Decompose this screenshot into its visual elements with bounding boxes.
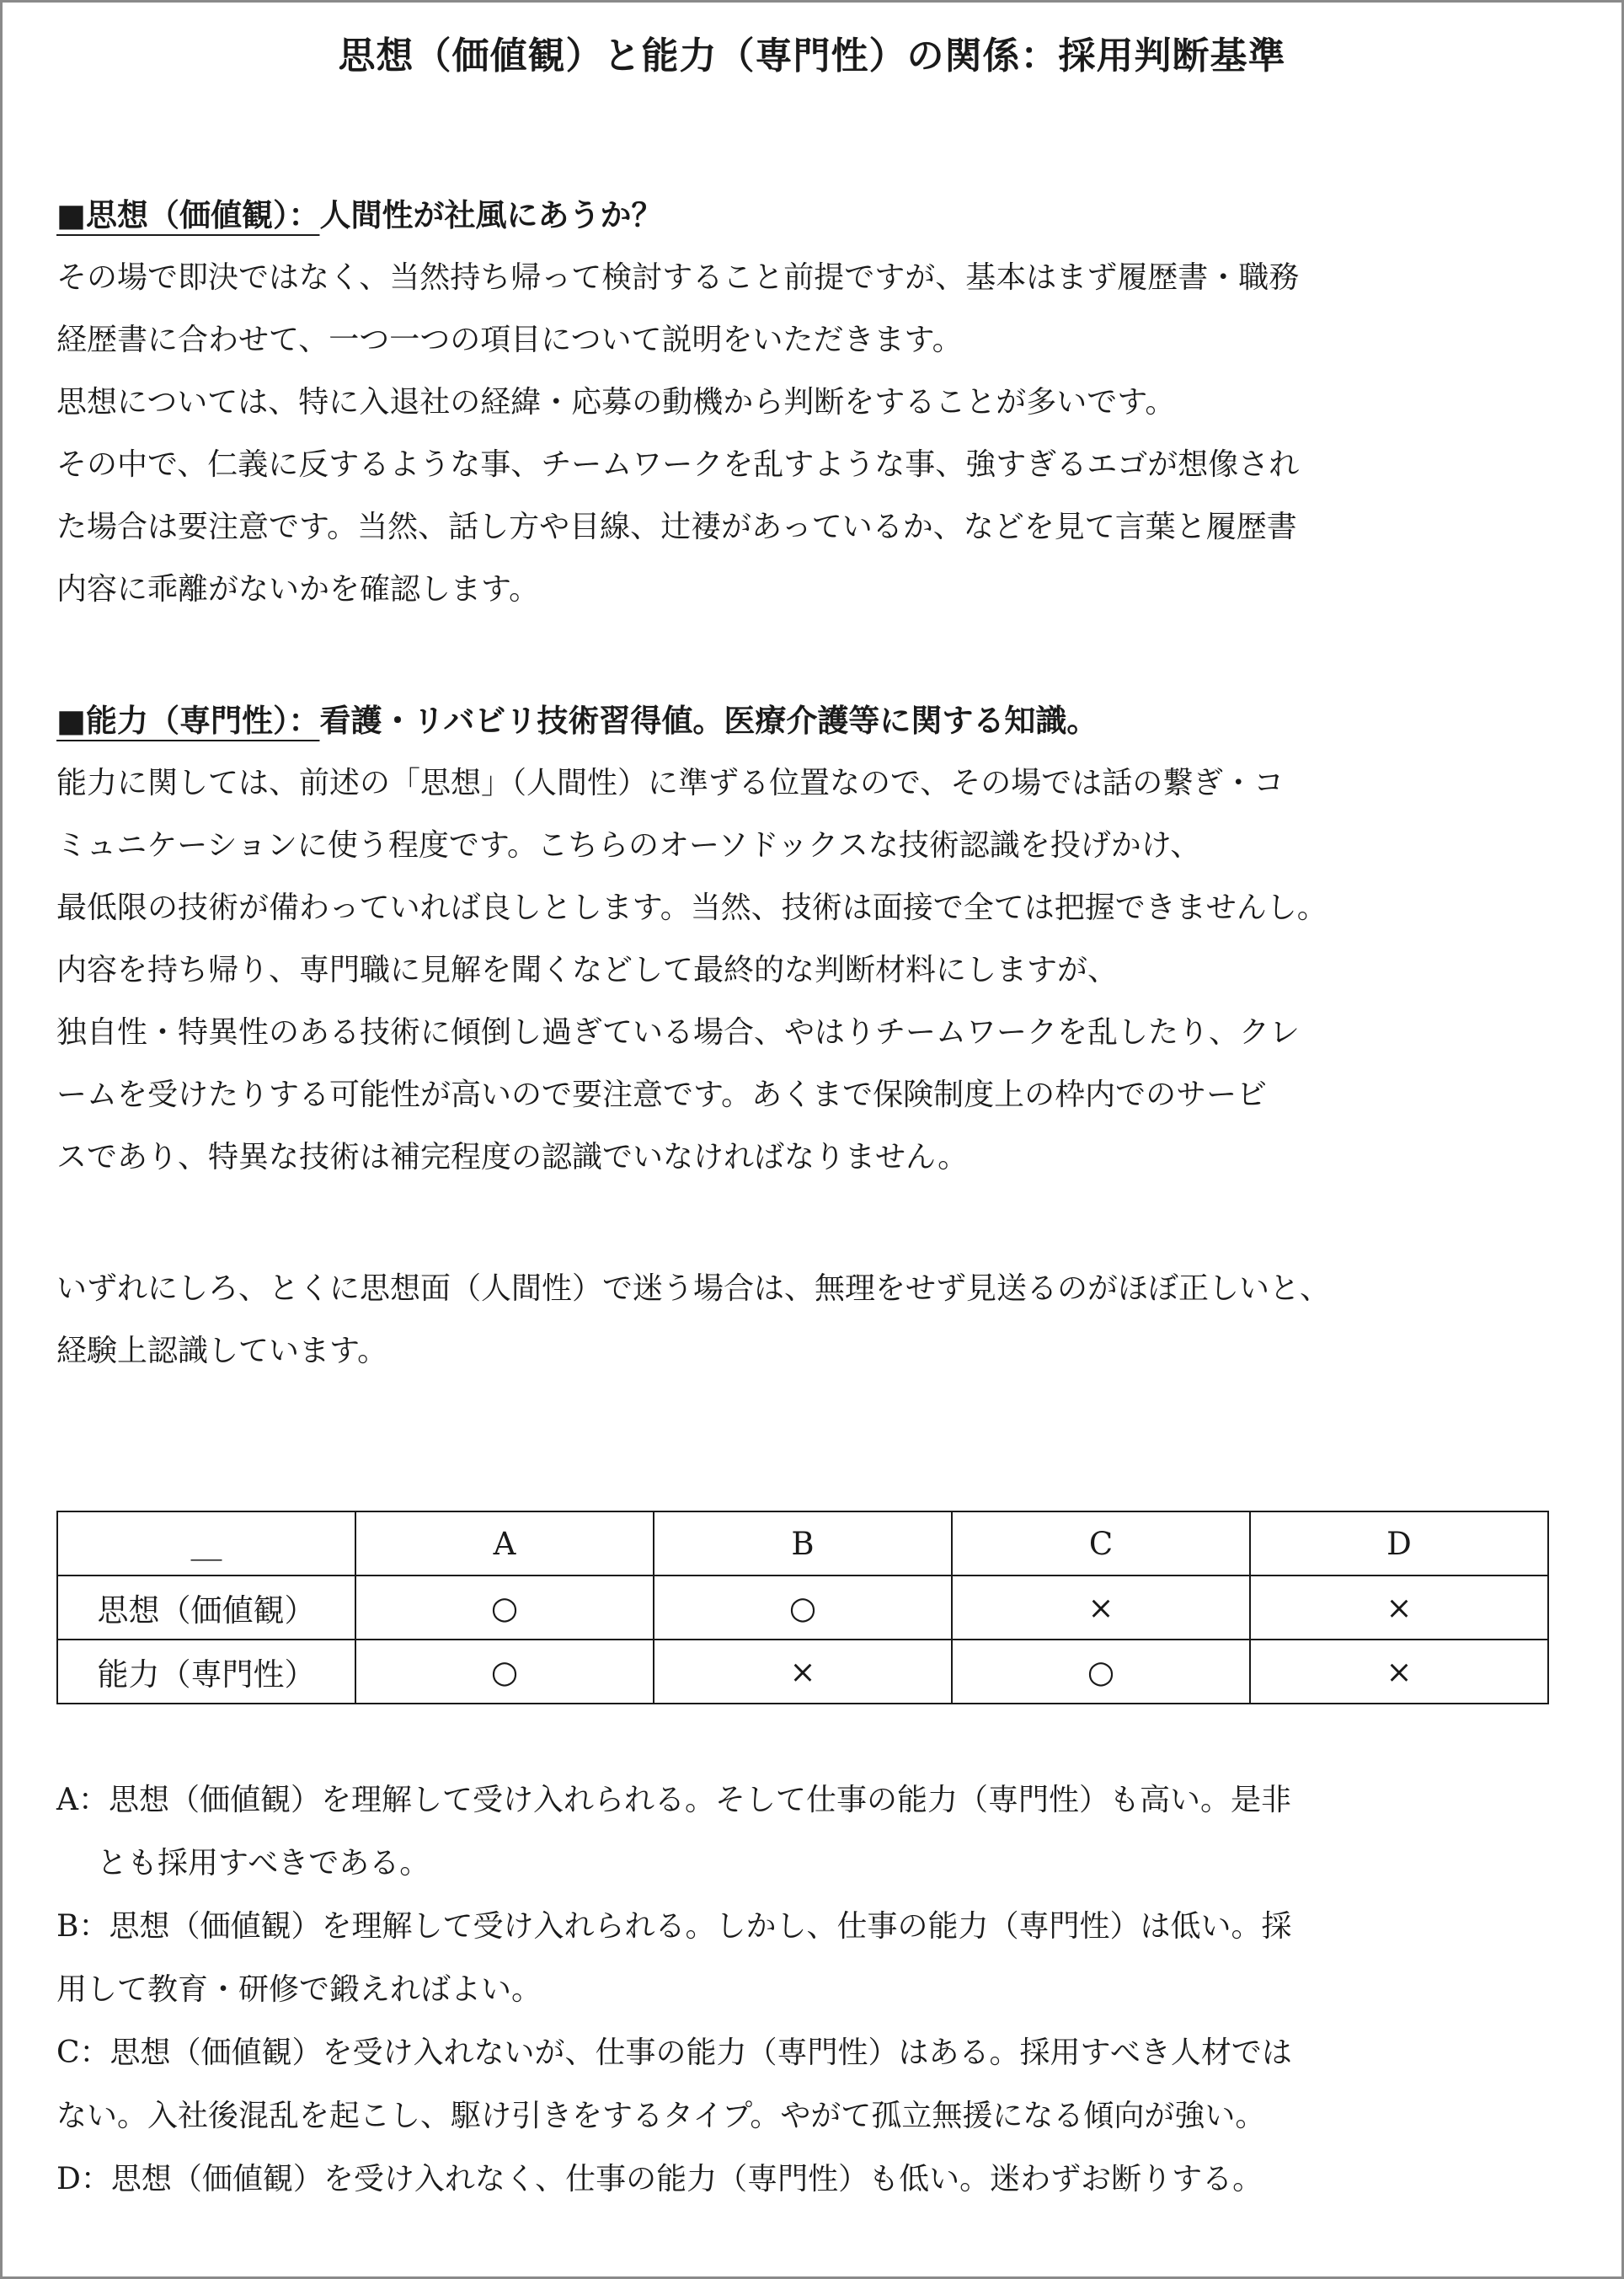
paragraph-line: その場で即決ではなく、当然持ち帰って検討すること前提ですが、基本はまず履歴書・職務 — [56, 260, 1300, 295]
table-row-header: 能力（専門性） — [57, 1640, 355, 1704]
definition-line: D：思想（価値観）を受け入れなく、仕事の能力（専門性）も低い。迷わずお断りする。 — [56, 2162, 1263, 2196]
paragraph-line: 経歴書に合わせて、一つ一つの項目について説明をいただきます。 — [56, 323, 963, 357]
category-definitions — [56, 1768, 1581, 2211]
paragraph-line: ームを受けたりする可能性が高いので要注意です。あくまで保険制度上の枠内でのサービ — [56, 1078, 1268, 1112]
table-cell: ○ — [654, 1576, 952, 1640]
section-body-values — [56, 247, 1581, 621]
table-column-header: C — [952, 1511, 1250, 1576]
conclusion-paragraph — [56, 1258, 1581, 1383]
table-row — [57, 1640, 1548, 1704]
definition-line: A：思想（価値観）を理解して受け入れられる。そして仕事の能力（専門性）も高い。是非 — [56, 1783, 1291, 1817]
paragraph-line: 思想については、特に入退社の経緯・応募の動機から判断をすることが多いです。 — [56, 385, 1176, 420]
paragraph-line: 能力に関しては、前述の「思想」（人間性）に準ずる位置なので、その場では話の繋ぎ・コ — [56, 766, 1285, 800]
table-cell: ○ — [952, 1640, 1250, 1704]
evaluation-table — [56, 1511, 1549, 1704]
paragraph-line: 経験上認識しています。 — [56, 1334, 388, 1368]
definition-line: とも採用すべきである。 — [97, 1846, 430, 1880]
table-cell: ○ — [355, 1576, 654, 1640]
section-heading-text: 看護・リバビリ技術習得値。医療介護等に関する知識。 — [319, 703, 1098, 739]
definition-line: 用して教育・研修で鍛えればよい。 — [56, 1972, 542, 2007]
table-corner-cell: ＿ — [57, 1511, 355, 1576]
table-header-row — [57, 1511, 1548, 1576]
table-column-header: D — [1250, 1511, 1548, 1576]
table-cell: × — [952, 1576, 1250, 1640]
table-cell: × — [1250, 1640, 1548, 1704]
table-column-header: B — [654, 1511, 952, 1576]
table-cell: × — [654, 1640, 952, 1704]
table-cell: ○ — [355, 1640, 654, 1704]
paragraph-line: 独自性・特異性のある技術に傾倒し過ぎている場合、やはりチームワークを乱したり、クレ — [56, 1015, 1301, 1050]
definition-line: C：思想（価値観）を受け入れないが、仕事の能力（専門性）はある。採用すべき人材では — [56, 2036, 1292, 2070]
section-heading-lead: ■思想（価値観）： — [56, 197, 320, 233]
paragraph-line: 内容を持ち帰り、専門職に見解を聞くなどして最終的な判断材料にしますが、 — [56, 953, 1119, 987]
definition-line: B：思想（価値観）を理解して受け入れられる。しかし、仕事の能力（専門性）は低い。採 — [56, 1909, 1292, 1944]
table-column-header: A — [355, 1511, 654, 1576]
section-heading-text: 人間性が社風にあうか？ — [319, 197, 663, 233]
paragraph-line: その中で、仁義に反するような事、チームワークを乱すような事、強すぎるエゴが想像され — [56, 447, 1300, 482]
section-body-skills — [56, 752, 1581, 1189]
paragraph-line: た場合は要注意です。当然、話し方や目線、辻褄があっているか、などを見て言葉と履歴書 — [56, 510, 1297, 544]
paragraph-line: いずれにしろ、とくに思想面（人間性）で迷う場合は、無理をせず見送るのがほぼ正しいと、 — [56, 1271, 1331, 1306]
section-heading-values — [56, 190, 662, 242]
section-heading-skills — [56, 695, 1098, 747]
table-row — [57, 1576, 1548, 1640]
paragraph-line: 最低限の技術が備わっていれば良しとします。当然、技術は面接で全ては把握できませんし。 — [56, 891, 1328, 925]
section-heading-lead: ■能力（専門性）： — [56, 703, 320, 739]
definition-line: ない。入社後混乱を起こし、駆け引きをするタイプ。やがて孤立無援になる傾向が強い。 — [56, 2099, 1266, 2133]
table-row-header: 思想（価値観） — [57, 1576, 355, 1640]
paragraph-line: 内容に乖離がないかを確認します。 — [56, 572, 540, 607]
paragraph-line: スであり、特異な技術は補完程度の認識でいなければなりません。 — [56, 1140, 969, 1174]
paragraph-line: ミュニケーションに使う程度です。こちらのオーソドックスな技術認識を投げかけ、 — [56, 828, 1201, 863]
page-title: 思想（価値観）と能力（専門性）の関係：採用判断基準 — [338, 35, 1286, 78]
table-cell: × — [1250, 1576, 1548, 1640]
